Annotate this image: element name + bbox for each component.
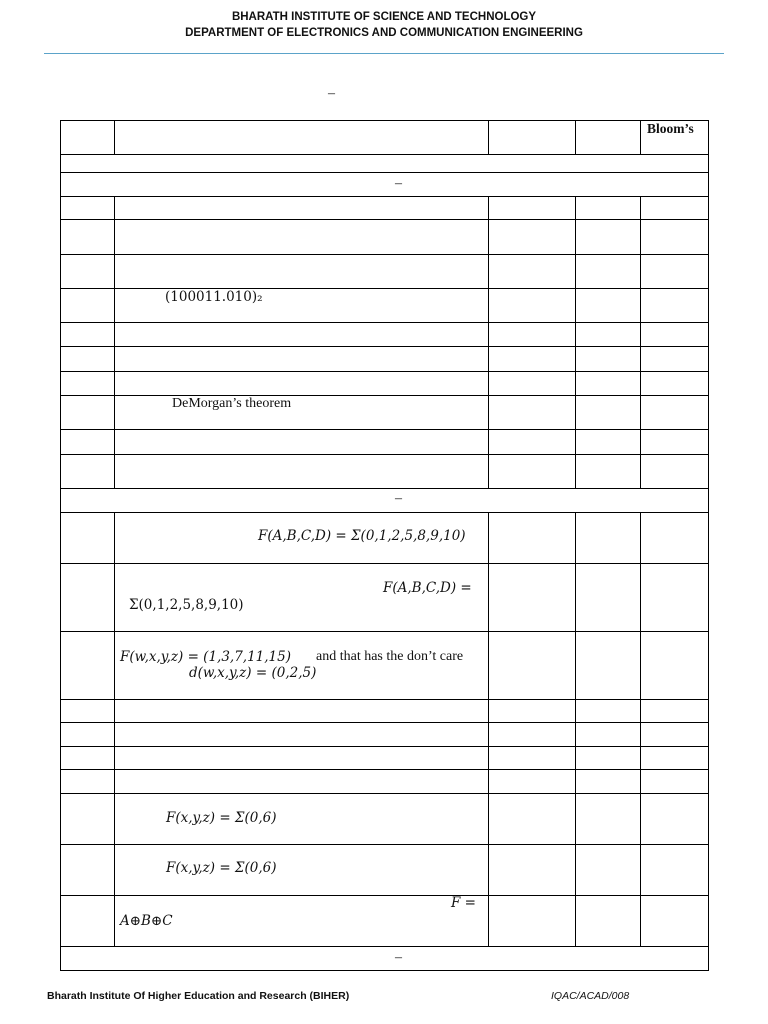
title-dash: – — [328, 86, 335, 101]
col-line — [114, 196, 115, 488]
row-line — [60, 488, 709, 489]
row-line — [60, 395, 709, 396]
row-line — [60, 631, 709, 632]
row-line — [60, 454, 709, 455]
question-fxyz-1: F(x,y,z) = Σ(0,6) — [166, 810, 277, 826]
row-line — [60, 746, 709, 747]
question-fabcd-2b: Σ(0,1,2,5,8,9,10) — [129, 597, 244, 613]
question-fabcd: F(A,B,C,D) = Σ(0,1,2,5,8,9,10) — [258, 528, 466, 544]
footer-code: IQAC/ACAD/008 — [551, 990, 630, 1002]
col-line — [575, 196, 576, 488]
row-line — [60, 254, 709, 255]
part-c-dash: – — [395, 950, 402, 965]
col-line — [488, 120, 489, 154]
question-fwxyz-a: F(w,x,y,z) = (1,3,7,11,15) — [120, 649, 292, 665]
col-line — [640, 512, 641, 946]
department-name: DEPARTMENT OF ELECTRONICS AND COMMUNICATION ENGINEERING — [185, 27, 583, 39]
col-line — [575, 120, 576, 154]
col-line — [640, 196, 641, 488]
question-binary: (100011.010)₂ — [165, 289, 263, 305]
row-line — [60, 512, 709, 513]
row-line — [60, 371, 709, 372]
col-line — [575, 512, 576, 946]
row-line — [60, 154, 709, 155]
row-line — [60, 322, 709, 323]
institute-name: BHARATH INSTITUTE OF SCIENCE AND TECHNOLOGY — [231, 11, 537, 23]
row-line — [60, 699, 709, 700]
row-line — [60, 722, 709, 723]
question-fwxyz-b: and that has the don’t care — [316, 649, 464, 664]
question-demorgan: DeMorgan’s theorem — [172, 396, 292, 411]
question-fwxyz-c: d(w,x,y,z) = (0,2,5) — [189, 665, 317, 681]
header-rule — [44, 53, 724, 54]
col-line — [640, 120, 641, 154]
row-line — [60, 172, 709, 173]
col-line — [488, 196, 489, 488]
row-line — [60, 844, 709, 845]
question-fxor-b: A⊕B⊕C — [120, 913, 173, 929]
col-line — [114, 120, 115, 154]
question-fabcd-2a: F(A,B,C,D) = — [383, 580, 472, 596]
col-line — [114, 512, 115, 946]
row-line — [60, 429, 709, 430]
question-fxyz-2: F(x,y,z) = Σ(0,6) — [166, 860, 277, 876]
part-b-dash: – — [395, 491, 402, 506]
row-line — [60, 946, 709, 947]
row-line — [60, 769, 709, 770]
footer-institute: Bharath Institute Of Higher Education and Research (BIHER) — [47, 990, 350, 1002]
blooms-header: Bloom’s — [647, 121, 694, 136]
row-line — [60, 219, 709, 220]
row-line — [60, 288, 709, 289]
row-line — [60, 196, 709, 197]
row-line — [60, 895, 709, 896]
row-line — [60, 346, 709, 347]
question-fxor-a: F = — [451, 895, 476, 911]
col-line — [488, 512, 489, 946]
part-a-dash: – — [395, 176, 402, 191]
row-line — [60, 563, 709, 564]
row-line — [60, 793, 709, 794]
